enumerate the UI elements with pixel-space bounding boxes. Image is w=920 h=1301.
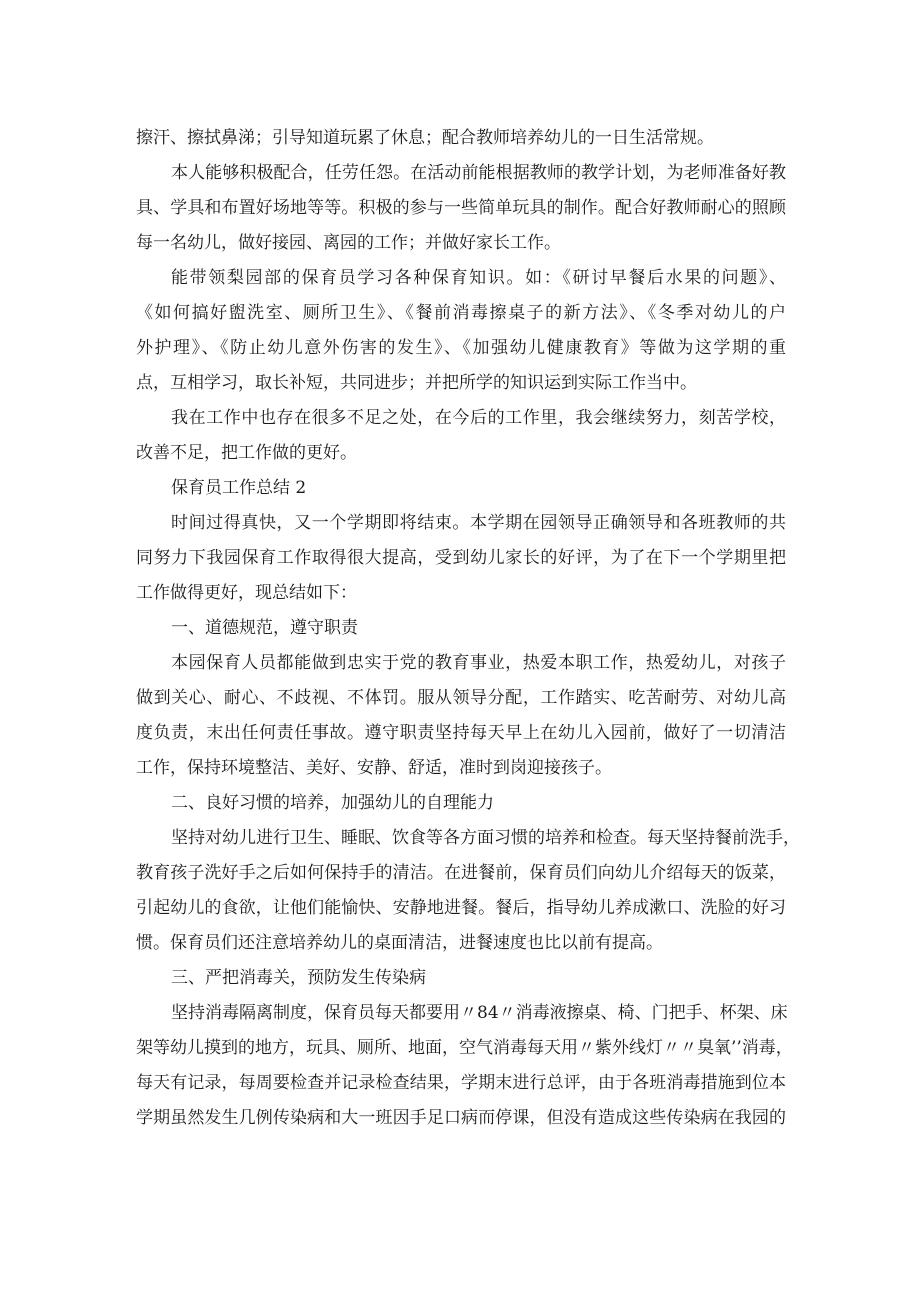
text-line: 具、学具和布置好场地等等。积极的参与一些简单玩具的制作。配合好教师耐心的照顾 — [136, 198, 786, 218]
document-body — [136, 121, 800, 1136]
text-line: 架等幼儿摸到的地方，玩具、厕所、地面，空气消毒每天用〃紫外线灯〃〃臭氧’’消毒， — [136, 1038, 793, 1058]
text-line: 工作做得更好，现总结如下： — [136, 583, 357, 603]
text-line: 同努力下我园保育工作取得很大提高，受到幼儿家长的好评，为了在下一个学期里把 — [136, 548, 786, 568]
text-line: 三、严把消毒关，预防发生传染病 — [171, 968, 426, 988]
text-line: 点，互相学习，取长补短，共同进步；并把所学的知识运到实际工作当中。 — [136, 373, 697, 393]
text-line: 《如何搞好盥洗室、厕所卫生》、《餐前消毒擦桌子的新方法》、《冬季对幼儿的户 — [136, 303, 786, 323]
text-line: 学期虽然发生几例传染病和大一班因手足口病而停课，但没有造成这些传染病在我园的 — [136, 1108, 786, 1128]
text-line: 坚持对幼儿进行卫生、睡眠、饮食等各方面习惯的培养和检查。每天坚持餐前洗手， — [171, 828, 800, 848]
text-line: 改善不足，把工作做的更好。 — [136, 443, 357, 463]
text-line: 保育员工作总结 2 — [171, 478, 307, 498]
text-line: 度负责，末出任何责任事故。遵守职责坚持每天早上在幼儿入园前，做好了一切清洁 — [136, 723, 786, 743]
text-line: 能带领梨园部的保育员学习各种保育知识。如：《研讨早餐后水果的问题》、 — [171, 268, 786, 288]
text-line: 擦汗、擦拭鼻涕；引导知道玩累了休息；配合教师培养幼儿的一日生活常规。 — [136, 128, 714, 148]
text-line: 每天有记录，每周要检查并记录检查结果，学期末进行总评，由于各班消毒措施到位本 — [136, 1073, 786, 1093]
text-line: 教育孩子洗好手之后如何保持手的清洁。在进餐前，保育员们向幼儿介绍每天的饭菜， — [136, 863, 786, 883]
text-line: 一、道德规范，遵守职责 — [171, 618, 358, 638]
text-line: 工作，保持环境整洁、美好、安静、舒适，准时到岗迎接孩子。 — [136, 758, 612, 778]
text-line: 本园保育人员都能做到忠实于党的教育事业，热爱本职工作，热爱幼儿，对孩子 — [171, 653, 786, 673]
text-line: 每一名幼儿，做好接园、离园的工作；并做好家长工作。 — [136, 233, 561, 253]
text-line: 时间过得真快，又一个学期即将结束。本学期在园领导正确领导和各班教师的共 — [171, 513, 786, 533]
text-line: 做到关心、耐心、不歧视、不体罚。服从领导分配，工作踏实、吃苦耐劳、对幼儿高 — [136, 688, 786, 708]
text-line: 坚持消毒隔离制度，保育员每天都要用〃84〃消毒液擦桌、椅、门把手、杯架、床 — [171, 1003, 788, 1023]
text-line: 引起幼儿的食欲，让他们能愉快、安静地进餐。餐后，指导幼儿养成漱口、洗脸的好习 — [136, 898, 786, 918]
text-line: 本人能够积极配合，任劳任怨。在活动前能根据教师的教学计划，为老师准备好教 — [171, 163, 786, 183]
text-line: 二、良好习惯的培养，加强幼儿的自理能力 — [171, 793, 494, 813]
text-line: 我在工作中也存在很多不足之处，在今后的工作里，我会继续努力，刻苦学校， — [171, 408, 786, 428]
text-line: 外护理》、《防止幼儿意外伤害的发生》、《加强幼儿健康教育》等做为这学期的重 — [136, 338, 786, 358]
text-line: 惯。保育员们还注意培养幼儿的桌面清洁，进餐速度也比以前有提高。 — [136, 933, 663, 953]
